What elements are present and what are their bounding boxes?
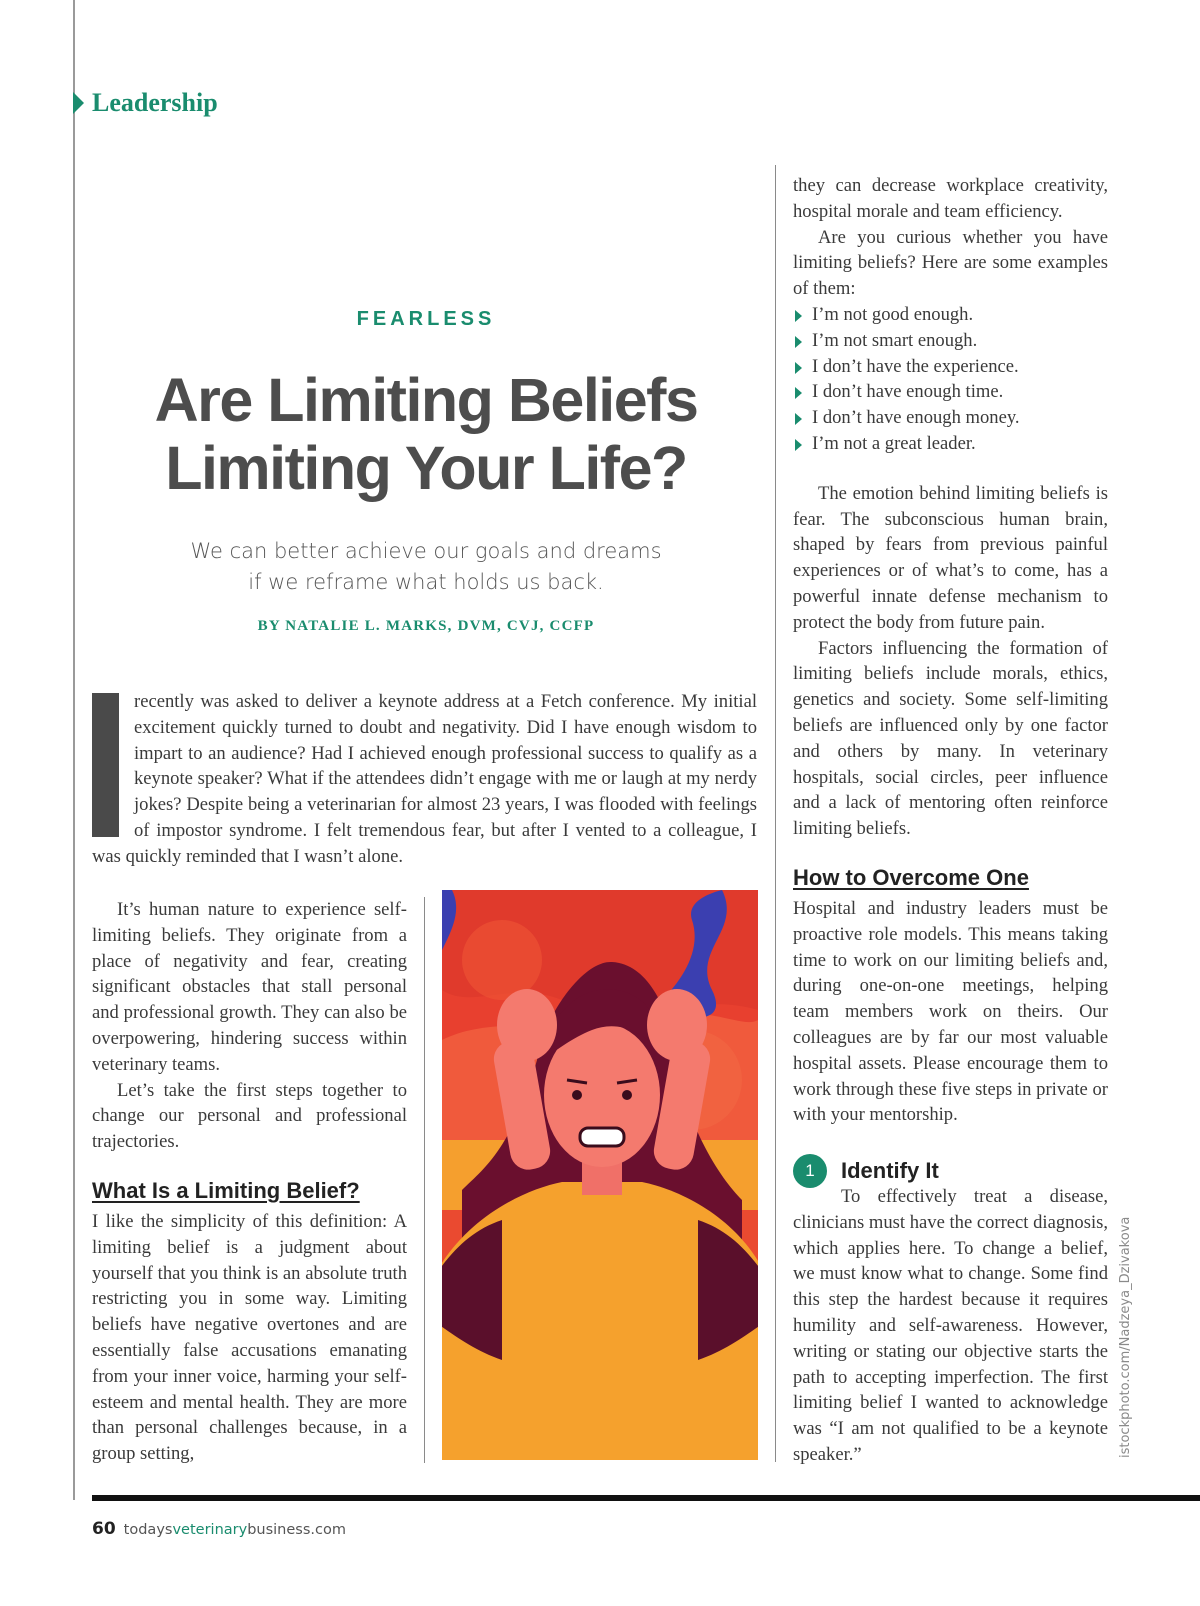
step-title: Identify It xyxy=(841,1158,939,1184)
intro-paragraph xyxy=(92,689,757,870)
deck xyxy=(92,536,760,598)
deck-line-1: We can better achieve our goals and dreams xyxy=(190,539,662,563)
site-part-2: veterinary xyxy=(172,1522,248,1538)
limiting-beliefs-list xyxy=(793,302,1108,457)
step-number-badge: 1 xyxy=(793,1154,827,1188)
col3-paragraph-3: The emotion behind limiting beliefs is fear. The subconscious human brain, shaped by fears from previous painful experiences or of what’s to come, has a powerful innate defense mechanism to protect the body from future pain. xyxy=(793,482,1108,633)
byline: BY NATALIE L. MARKS, DVM, CVJ, CCFP xyxy=(257,618,595,634)
drop-cap-i xyxy=(92,693,119,837)
photo-credit: istockphoto.com/Nadzeya_Dzivakova xyxy=(1118,1216,1133,1458)
illustration-stressed-woman xyxy=(442,890,758,1460)
column-1 xyxy=(92,897,407,1467)
list-item: I’m not smart enough. xyxy=(793,328,1108,354)
section-tag xyxy=(73,88,218,118)
column-rule-middle xyxy=(424,897,425,1463)
headline-line-2: Limiting Your Life? xyxy=(165,434,687,502)
deck-line-2: if we reframe what holds us back. xyxy=(248,570,604,594)
page-number: 60 xyxy=(92,1519,116,1539)
list-item: I don’t have enough money. xyxy=(793,405,1108,431)
col1-paragraph-1: It’s human nature to experience self-limiting beliefs. They originate from a place of negativity and fear, creating significant obstacles that stall personal and professional growth. They can also be overpowering, hindering success within veterinary teams. xyxy=(92,899,407,1075)
subhead-how-to-overcome: How to Overcome One xyxy=(793,864,1029,890)
subhead-what-is: What Is a Limiting Belief? xyxy=(92,1177,360,1203)
headline-line-1: Are Limiting Beliefs xyxy=(154,366,698,434)
list-item: I don’t have enough time. xyxy=(793,379,1108,405)
headline xyxy=(92,366,760,502)
triangle-marker-icon xyxy=(73,92,84,114)
column-rule-right xyxy=(775,165,776,1462)
site-part-1: todays xyxy=(123,1522,173,1538)
step-1-heading xyxy=(793,1154,1108,1188)
kicker: FEARLESS xyxy=(356,308,496,330)
col3-paragraph-1: they can decrease workplace creativity, hospital morale and team efficiency. xyxy=(793,175,1108,222)
col1-paragraph-2: Let’s take the first steps together to change our personal and professional trajectories. xyxy=(92,1079,407,1153)
footer-rule xyxy=(92,1495,1200,1501)
list-item: I don’t have the experience. xyxy=(793,354,1108,380)
footer xyxy=(92,1519,346,1539)
left-margin-rule xyxy=(73,0,75,1500)
column-3 xyxy=(793,173,1108,1468)
intro-text: recently was asked to deliver a keynote address at a Fetch conference. My initial excitement quickly turned to doubt and negativity. Did I have enough wisdom to impart to an audience? Had I achieved enough professional success to qualify as a keynote speaker? What if the attendees didn’t engage with me or laugh at my nerdy jokes? Despite being a veterinarian for almost 23 years, I was flooded with feelings of impostor syndrome. I felt tremendous fear, but after I vented to a colleague, I was quickly reminded that I wasn’t alone. xyxy=(92,691,757,867)
woman-illustration-svg xyxy=(442,890,758,1460)
col3-paragraph-6: To effectively treat a disease, clinicians must have the correct diagnosis, which applies here. To change a belief, we must know what to change. Some find this step the hardest because it requires humility and self-awareness. However, writing or stating our objective starts the path to accepting imperfection. The first limiting belief I wanted to acknowledge was “I am not qualified to be a keynote speaker.” xyxy=(793,1186,1108,1466)
site-part-3: business.com xyxy=(247,1522,346,1538)
col3-paragraph-4: Factors influencing the formation of limiting beliefs include morals, ethics, genetics and society. Some self-limiting beliefs are influenced only by one factor and others by many. In veterinary hospitals, social circles, peer influence and a lack of mentoring often reinforce limiting beliefs. xyxy=(793,637,1108,840)
list-item: I’m not a great leader. xyxy=(793,431,1108,457)
col3-paragraph-5: Hospital and industry leaders must be proactive role models. This means taking time to work on our limiting beliefs and, during one-on-one meetings, helping team members work on theirs. Our colleagues are by far our most valuable hospital assets. Please encourage them to work through these five steps in private or with your mentorship. xyxy=(793,897,1108,1126)
section-label: Leadership xyxy=(92,88,218,117)
col1-paragraph-3: I like the simplicity of this definition: A limiting belief is a judgment about yourself that you think is an absolute truth restricting you in some way. Limiting beliefs have negative overtones and are essentially false accusations emanating from your inner voice, harming your self-esteem and mental health. They are more than personal challenges because, in a group setting, xyxy=(92,1210,407,1465)
list-item: I’m not good enough. xyxy=(793,302,1108,328)
col3-paragraph-2: Are you curious whether you have limiting beliefs? Here are some examples of them: xyxy=(793,226,1108,300)
